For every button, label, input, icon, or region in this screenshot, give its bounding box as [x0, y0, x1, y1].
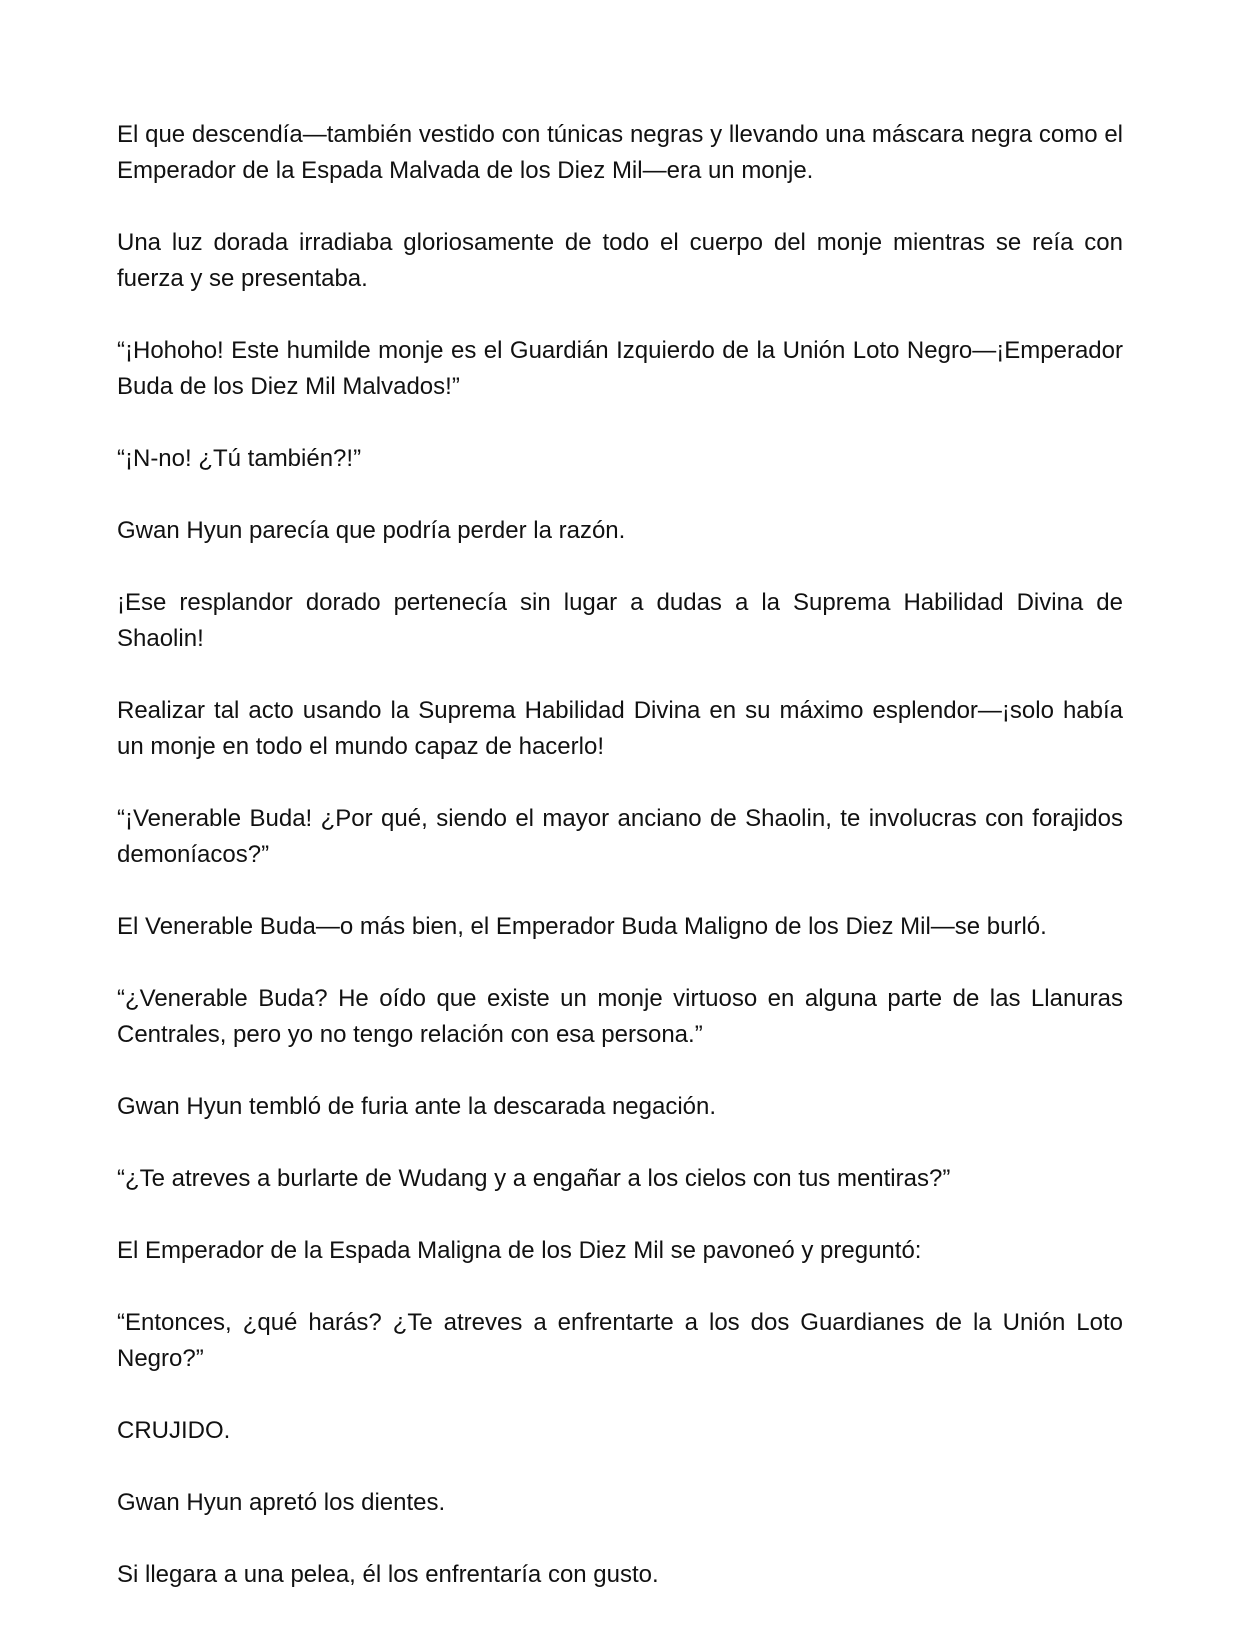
paragraph-8: “¡Venerable Buda! ¿Por qué, siendo el mayor anciano de Shaolin, te involucras con forajidos demoníacos?”: [117, 805, 1123, 868]
paragraph-16: Gwan Hyun apretó los dientes.: [117, 1489, 446, 1516]
paragraph-1: El que descendía—también vestido con túnicas negras y llevando una máscara negra como el Emperador de la Espada Malvada de los Diez Mil—era un monje.: [117, 121, 1123, 184]
paragraph-4: “¡N-no! ¿Tú también?!”: [117, 445, 362, 472]
paragraph-15: CRUJIDO.: [117, 1417, 231, 1444]
paragraph-7: Realizar tal acto usando la Suprema Habilidad Divina en su máximo esplendor—¡solo había un monje en todo el mundo capaz de hacerlo!: [117, 697, 1123, 760]
paragraph-10: “¿Venerable Buda? He oído que existe un monje virtuoso en alguna parte de las Llanuras Centrales, pero yo no tengo relación con esa persona.”: [117, 985, 1123, 1048]
paragraph-6: ¡Ese resplandor dorado pertenecía sin lugar a dudas a la Suprema Habilidad Divina de Shaolin!: [117, 589, 1123, 652]
paragraph-11: Gwan Hyun tembló de furia ante la descarada negación.: [117, 1093, 717, 1120]
paragraph-13: El Emperador de la Espada Maligna de los Diez Mil se pavoneó y preguntó:: [117, 1237, 922, 1264]
paragraph-9: El Venerable Buda—o más bien, el Emperador Buda Maligno de los Diez Mil—se burló.: [117, 913, 1047, 940]
document-page: [117, 117, 1123, 1629]
paragraph-17: Si llegara a una pelea, él los enfrentaría con gusto.: [117, 1561, 659, 1588]
paragraph-14: “Entonces, ¿qué harás? ¿Te atreves a enfrentarte a los dos Guardianes de la Unión Loto Negro?”: [117, 1309, 1123, 1372]
paragraph-5: Gwan Hyun parecía que podría perder la razón.: [117, 517, 626, 544]
paragraph-12: “¿Te atreves a burlarte de Wudang y a engañar a los cielos con tus mentiras?”: [117, 1165, 951, 1192]
paragraph-2: Una luz dorada irradiaba gloriosamente de todo el cuerpo del monje mientras se reía con fuerza y se presentaba.: [117, 229, 1123, 292]
paragraph-3: “¡Hohoho! Este humilde monje es el Guardián Izquierdo de la Unión Loto Negro—¡Emperador Buda de los Diez Mil Malvados!”: [117, 337, 1123, 400]
